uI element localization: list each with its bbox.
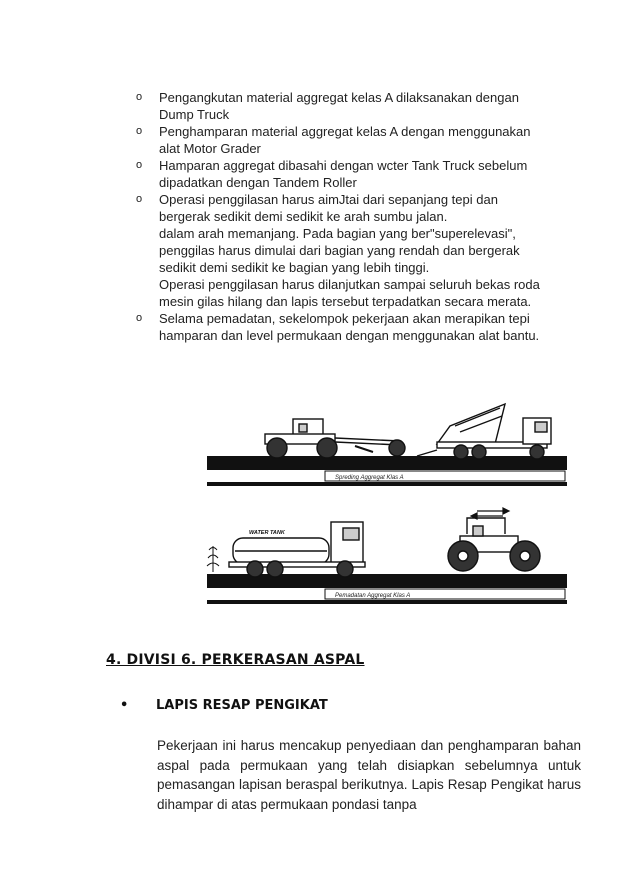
bullet-line: hamparan dan level permukaan dengan menggunakan alat bantu. — [159, 328, 540, 343]
body-paragraph: Pekerjaan ini harus mencakup penyediaan dan penghamparan bahan aspal pada permukaan yang telah disiapkan sebelumnya untuk pemasangan lapisan beraspal berikutnya. Lapis Resap Pengikat harus dihampar di atas permukaan pondasi tanpa — [157, 738, 581, 812]
bullet-line: dalam arah memanjang. Pada bagian yang ber"superelevasi", — [159, 226, 516, 241]
bottom-caption: Pemadatan Aggregat Klas A — [335, 593, 411, 599]
top-caption: Spreding Aggregat Klas A — [335, 475, 404, 481]
bullet-list — [136, 89, 580, 344]
bullet-marker: o — [136, 125, 143, 137]
bullet-line: bergerak sedikit demi sedikit ke arah sumbu jalan. — [159, 209, 448, 224]
bullet-marker: o — [136, 159, 143, 171]
bullet-line: mesin gilas hilang dan lapis tersebut terpadatkan secara merata. — [159, 294, 532, 309]
bullet-line: Penghamparan material aggregat kelas A dengan menggunakan — [159, 124, 531, 139]
bullet-marker: o — [136, 91, 143, 103]
road-surface-top — [207, 456, 567, 470]
road-surface-bottom — [207, 574, 567, 588]
list-item — [136, 89, 580, 123]
tree-icon — [207, 546, 219, 572]
bullet-line: Dump Truck — [159, 107, 230, 122]
list-item — [136, 123, 580, 157]
list-item — [136, 191, 580, 310]
dump-truck-icon — [417, 404, 551, 459]
section-heading: 4. DIVISI 6. PERKERASAN ASPAL — [106, 652, 365, 668]
road-base-top — [207, 482, 567, 486]
bullet-line: alat Motor Grader — [159, 141, 261, 156]
tank-label: WATER TANK — [249, 530, 285, 536]
bullet-line: Operasi penggilasan harus dilanjutkan sampai seluruh bekas roda — [159, 277, 540, 292]
bullet-line: Pengangkutan material aggregat kelas A dilaksanakan dengan — [159, 90, 519, 105]
bullet-line: Operasi penggilasan harus aimJtai dari sepanjang tepi dan — [159, 192, 498, 207]
bullet-marker: o — [136, 312, 143, 324]
bullet-line: penggilas harus dimulai dari bagian yang rendah dan bergerak — [159, 243, 520, 258]
list-item — [136, 310, 580, 344]
subsection-heading — [120, 698, 328, 713]
road-base-bottom — [207, 600, 567, 604]
bullet-line: dipadatkan dengan Tandem Roller — [159, 175, 357, 190]
subheading-bullet: • — [120, 698, 129, 713]
tandem-roller-icon — [448, 518, 540, 571]
equipment-figure — [205, 386, 575, 616]
bullet-marker: o — [136, 193, 143, 205]
subheading-text: LAPIS RESAP PENGIKAT — [156, 698, 328, 713]
list-item — [136, 157, 580, 191]
bullet-line: sedikit demi sedikit ke bagian yang lebih tinggi. — [159, 260, 430, 275]
bullet-line: Hamparan aggregat dibasahi dengan wcter Tank Truck sebelum — [159, 158, 528, 173]
motor-grader-icon — [265, 419, 405, 458]
bullet-line: Selama pemadatan, sekelompok pekerjaan akan merapikan tepi — [159, 311, 530, 326]
